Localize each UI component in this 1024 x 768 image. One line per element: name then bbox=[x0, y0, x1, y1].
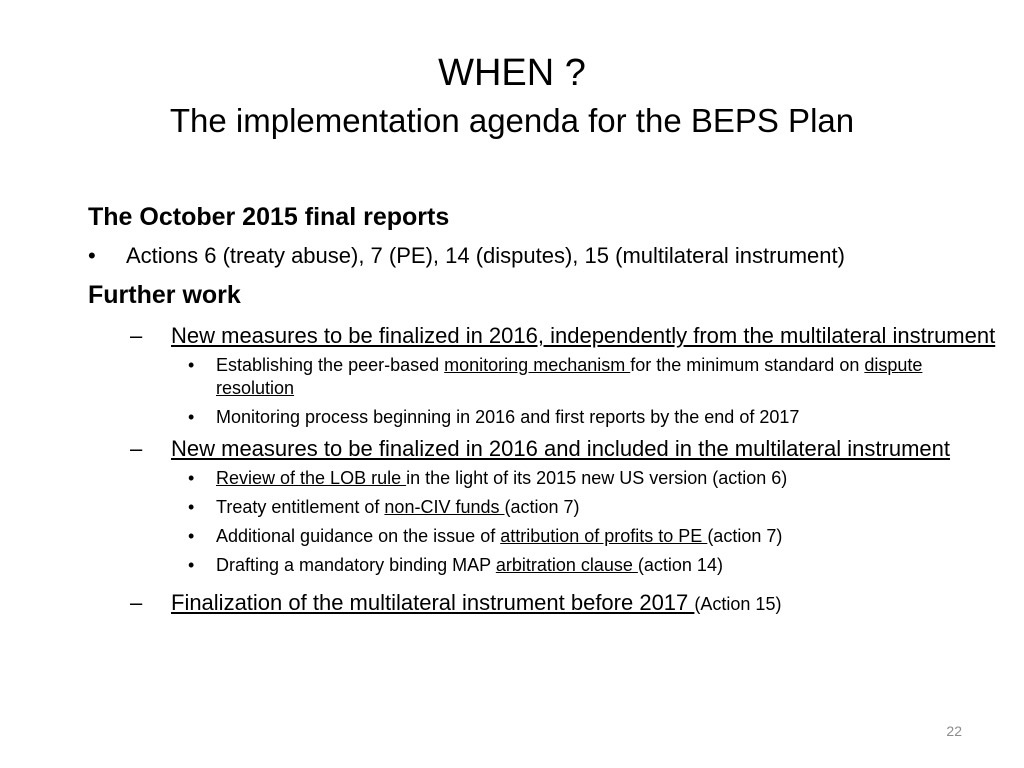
lob-rule-link: Review of the LOB rule bbox=[216, 468, 407, 488]
arbitration-clause-link: arbitration clause bbox=[495, 555, 638, 575]
monitoring-process-text: Monitoring process beginning in 2016 and first reports by the end of 2017 bbox=[216, 407, 800, 427]
dash-icon: – bbox=[130, 590, 143, 615]
multilateral-measures-label: New measures to be finalized in 2016 and included in the multilateral instrument bbox=[171, 436, 950, 461]
bullet-actions bbox=[88, 238, 998, 274]
page-number: 22 bbox=[946, 723, 962, 739]
sub-item-lob-rule bbox=[88, 467, 998, 490]
dispute-resolution-link: dispute resolution bbox=[216, 355, 923, 398]
attribution-post: (action 7) bbox=[707, 526, 783, 546]
arbitration-post: (action 14) bbox=[637, 555, 723, 575]
lob-rule-post: in the light of its 2015 new US version (action 6) bbox=[406, 468, 788, 488]
monitoring-mechanism-link: monitoring mechanism bbox=[444, 355, 631, 375]
slide-title bbox=[0, 48, 1024, 144]
sub-bullet-icon: • bbox=[188, 526, 195, 546]
attribution-profits-link: attribution of profits to PE bbox=[500, 526, 708, 546]
peer-monitoring-pre: Establishing the peer-based bbox=[216, 355, 445, 375]
bullet-actions-text: Actions 6 (treaty abuse), 7 (PE), 14 (disputes), 15 (multilateral instrument) bbox=[126, 243, 845, 268]
sub-bullet-icon: • bbox=[188, 355, 195, 375]
peer-monitoring-mid: for the minimum standard on bbox=[630, 355, 865, 375]
sub-bullet-icon: • bbox=[188, 497, 195, 517]
sub-bullet-icon: • bbox=[188, 407, 195, 427]
non-civ-funds-link: non-CIV funds bbox=[384, 497, 505, 517]
dash-item-finalization bbox=[88, 589, 998, 618]
heading-final-reports: The October 2015 final reports bbox=[88, 203, 450, 231]
treaty-entitlement-post: (action 7) bbox=[504, 497, 580, 517]
dash-icon: – bbox=[130, 436, 143, 461]
sub-list-independent bbox=[88, 354, 998, 429]
independent-measures-label: New measures to be finalized in 2016, independently from the multilateral instrument bbox=[171, 323, 996, 348]
title-subtitle: The implementation agenda for the BEPS Plan bbox=[169, 102, 855, 139]
treaty-entitlement-pre: Treaty entitlement of bbox=[216, 497, 385, 517]
slide-body bbox=[88, 196, 998, 618]
sub-item-attribution-profits bbox=[88, 525, 998, 548]
heading-further-work: Further work bbox=[88, 281, 241, 309]
sub-item-arbitration bbox=[88, 554, 998, 577]
sub-bullet-icon: • bbox=[188, 555, 195, 575]
sub-item-monitoring-process bbox=[88, 406, 998, 429]
sub-bullet-icon: • bbox=[188, 468, 195, 488]
sub-list-multilateral bbox=[88, 467, 998, 577]
dash-item-multilateral-measures bbox=[88, 435, 998, 463]
dash-icon: – bbox=[130, 323, 143, 348]
attribution-pre: Additional guidance on the issue of bbox=[216, 526, 501, 546]
sub-item-treaty-entitlement bbox=[88, 496, 998, 519]
finalization-post: (Action 15) bbox=[694, 594, 782, 614]
title-when: WHEN ? bbox=[438, 52, 586, 94]
finalization-link: Finalization of the multilateral instrument before 2017 bbox=[171, 590, 695, 615]
dash-item-independent-measures bbox=[88, 322, 998, 350]
sub-item-peer-monitoring bbox=[88, 354, 998, 400]
arbitration-pre: Drafting a mandatory binding MAP bbox=[216, 555, 496, 575]
bullet-icon: • bbox=[88, 243, 96, 268]
